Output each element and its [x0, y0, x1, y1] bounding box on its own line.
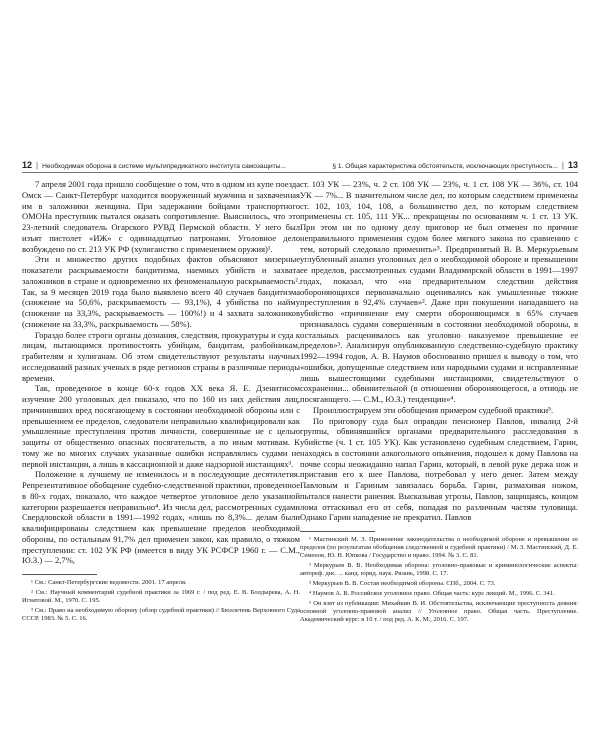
- left-footnotes: [22, 579, 300, 623]
- footnote: ¹ См.: Санкт-Петербургские ведомости. 2001. 17 апреля.: [31, 579, 187, 586]
- right-page-header: [300, 160, 578, 173]
- right-page-body: [300, 179, 578, 523]
- footnote: ² См.: Научный комментарий судебной практики за 1969 г. / под ред. Е. В. Болдырева, А. Н. Игнатовой. М., 1970. С. 195.: [22, 589, 300, 604]
- paragraph-continued: ст. 103 УК — 23%, ч. 2 ст. 108 УК — 23%, ч. 1 ст. 108 УК — 36%, ст. 104 УК — 7%... В значительном числе дел, по которым следствием применены ст. 102, 103, 104, 108, а большинство дел, по которым следствием применены ст. 105, 111 УК... прекращены по основаниям ч. 1 ст. 13 УК. При этом ни по одному делу приговор не был отменен по причине неправильного применения судом более мягкого закона по сравнению с тем, который следовало применить»⁵. Предпринятый В. В. Меркурьевым углубленный анализ уголовных дел о необходимой обороне и превышении ее пределов, рассмотренных судами Владимирской области в 1991—1997 годах, показал, что «на предварительном следствии действия обороняющихся первоначально оценивались как умышленные тяжкие преступления в 92,4% случаев»². Даже при покушении нападавшего на убийство «причинение ему смерти обороняющимся в 65% случаев признавалось судами совершенным в состоянии необходимой обороны, в остальных расценивалось как уголовно наказуемое превышение ее пределов»³. Анализируя опубликованную следственно-судебную практику 1992—1994 годов, А. В. Наумов обоснованно пришел к выводу о том, что «ошибки, допущенные следствием или народными судами и исправленные лишь вышестоящими судебными инстанциями, свидетельствуют о сохранении... обвинительной (в отношении обороняющегося, а отнюдь не посягающего. — С.М., Ю.З.) тенденции»⁴.: [300, 179, 578, 404]
- footnote: ⁵ Он взят из публикации: Михайкин В. И. Обстоятельства, исключающие преступность деяния: основной уголовно-правовой анализ // Уголовное право. Общая часть. Преступление. Академический курс: в 10 т. / под ред. А. К. М., 2016. С. 197.: [300, 600, 578, 623]
- left-page-body: [22, 179, 300, 566]
- paragraph: Так, проведенное в конце 60-х годов XX века Я. Е. Дзенитисом изучение 200 уголовных дел показало, что по 160 из них действия лиц, причинивших вред посягающему в состоянии необходимой обороны или с превышением ее пределов, следователи неправильно квалифицировали как умышленные преступления против личности, совершенные не с целью защиты от общественно опасных посягательств, а по иным мотивам. К тому же во многих случаях указанные ошибки исправлялись судами не первой инстанции, а лишь в кассационной и даже надзорной инстанциях³.: [22, 383, 300, 469]
- footnote: ³ Меркурьев В. В. Состав необходимой обороны. СПб., 2004. С. 73.: [309, 580, 496, 587]
- footnote-divider: [300, 531, 375, 532]
- left-running-title: Необходимая оборона в системе мультипредикатного института самозащиты...: [42, 163, 286, 170]
- footnote: ¹ Мастинский М. З. Применение законодательства о необходимой обороне и превышении ее пределов (по результатам обобщения следственной и судебной практики) / М. З. Мастинский, Д. Е. Семенов, Ю. Н. Юпкова / Государство и право. 1994. № 3. С. 81.: [300, 536, 578, 559]
- paragraph: 7 апреля 2001 года пришло сообщение о том, что в одном из купе поезда Омск — Санкт-Петербург находится вооруженный мужчина и захваченная им в заложники женщина. При задержании бойцами транспортного ОМОНа преступник пытался оказать сопротивление. Выяснилось, что это 23-летний следователь Огарского РУВД Пермской области. У него был изъят пистолет «ИЖ» с одиннадцатью патронами. Уголовное дело возбуждено по ст. 213 УК РФ (хулиганство с применением оружия)¹.: [22, 179, 300, 254]
- header-separator: |: [36, 161, 39, 170]
- left-page-header: [22, 160, 300, 173]
- paragraph: По приговору суда был оправдан пенсионер Павлов, инвалид 2-й группы, обвинявшийся органами предварительного расследования в убийстве (ч. 1 ст. 105 УК). Как установлено судебным следствием, Гарин, находясь в состоянии алкогольного опьянения, подошел к дому Павлова на почве ссоры неожиданно напал Гарин, который, в левой руке держа нож и приставив его к шее Павлова, потребовал у него денег. Затем между Павловым и Гариным завязалась борьба. Гарин, размахивая ножом, пытался нанести ранения. Высказывая угрозы, Павлов, защищаясь, концом лома оттаскивал его от себя, попадая по различным частям туловища. Однако Гарин нападение не прекратил. Павлов: [300, 415, 578, 523]
- footnote: ³ См.: Право на необходимую оборону (обзор судебной практики) // Бюллетень Верховного Суда СССР. 1983. № 5. С. 16.: [22, 607, 300, 622]
- paragraph: Эти и множество других подобных фактов объясняют мизерные показатели раскрываемости бандитизма, наемных убийств и захвата заложников в стране и одновременно их феноменальную раскрываемость². Так, за 9 месяцев 2019 года было выявлено всего 40 случаев бандитизма (снижение на 50,6%, раскрываемость — 93,1%), 4 убийства по найму (снижение на 33,3%, раскрываемость — 100%!) и 4 захвата заложников (снижение на 33,3%, раскрываемость — 58%).: [22, 254, 300, 329]
- header-separator: |: [561, 161, 564, 170]
- paragraph: Положение к лучшему не изменилось и в последующие десятилетия. Репрезентативное обобщение судебно-следственной практики, проведенное в 80-х годах, показало, что каждое четвертое уголовное дело указанной категории разрешается неправильно⁴. Из числа дел, рассмотренных судами Свердловской области в 1991—1992 годах, «лишь по 8,3%... делам были квалифицированы следствием как превышение пределов необходимой обороны, по остальным 91,7% дел применен закон, как правило, о тяжком преступлении: ст. 102 УК РФ (имеется в виду УК РСФСР 1960 г. — С.М., Ю.З.) — 2,7%,: [22, 469, 300, 566]
- footnote-divider: [22, 574, 97, 575]
- footnote: ⁴ Наумов А. В. Российское уголовное право. Общая часть: курс лекций. М., 1996. С. 341.: [309, 590, 555, 597]
- right-page: [300, 160, 578, 626]
- footnote: ² Меркурьев В. В. Необходимая оборона: уголовно-правовые и криминологические аспекты: автореф. дис. ... канд. юрид. наук. Рязань, 1998. С. 17.: [300, 562, 578, 577]
- right-running-title: § 1. Общая характеристика обстоятельств, исключающих преступность...: [332, 163, 558, 170]
- paragraph: Гораздо более строги органы дознания, следствия, прокуратуры и суда к лицам, пытающимся противостоять убийцам, бандитам, разбойникам, грабителям и хулиганам. Об этом свидетельствуют результаты научных исследований разных ученых в ряде регионов страны в различные периоды времени.: [22, 329, 300, 383]
- paragraph: Проиллюстрируем эти обобщения примером судебной практики⁵.: [313, 404, 554, 415]
- left-page-number: 12: [22, 160, 33, 170]
- left-page: [22, 160, 300, 625]
- right-footnotes: [300, 536, 578, 624]
- right-page-number: 13: [567, 160, 578, 170]
